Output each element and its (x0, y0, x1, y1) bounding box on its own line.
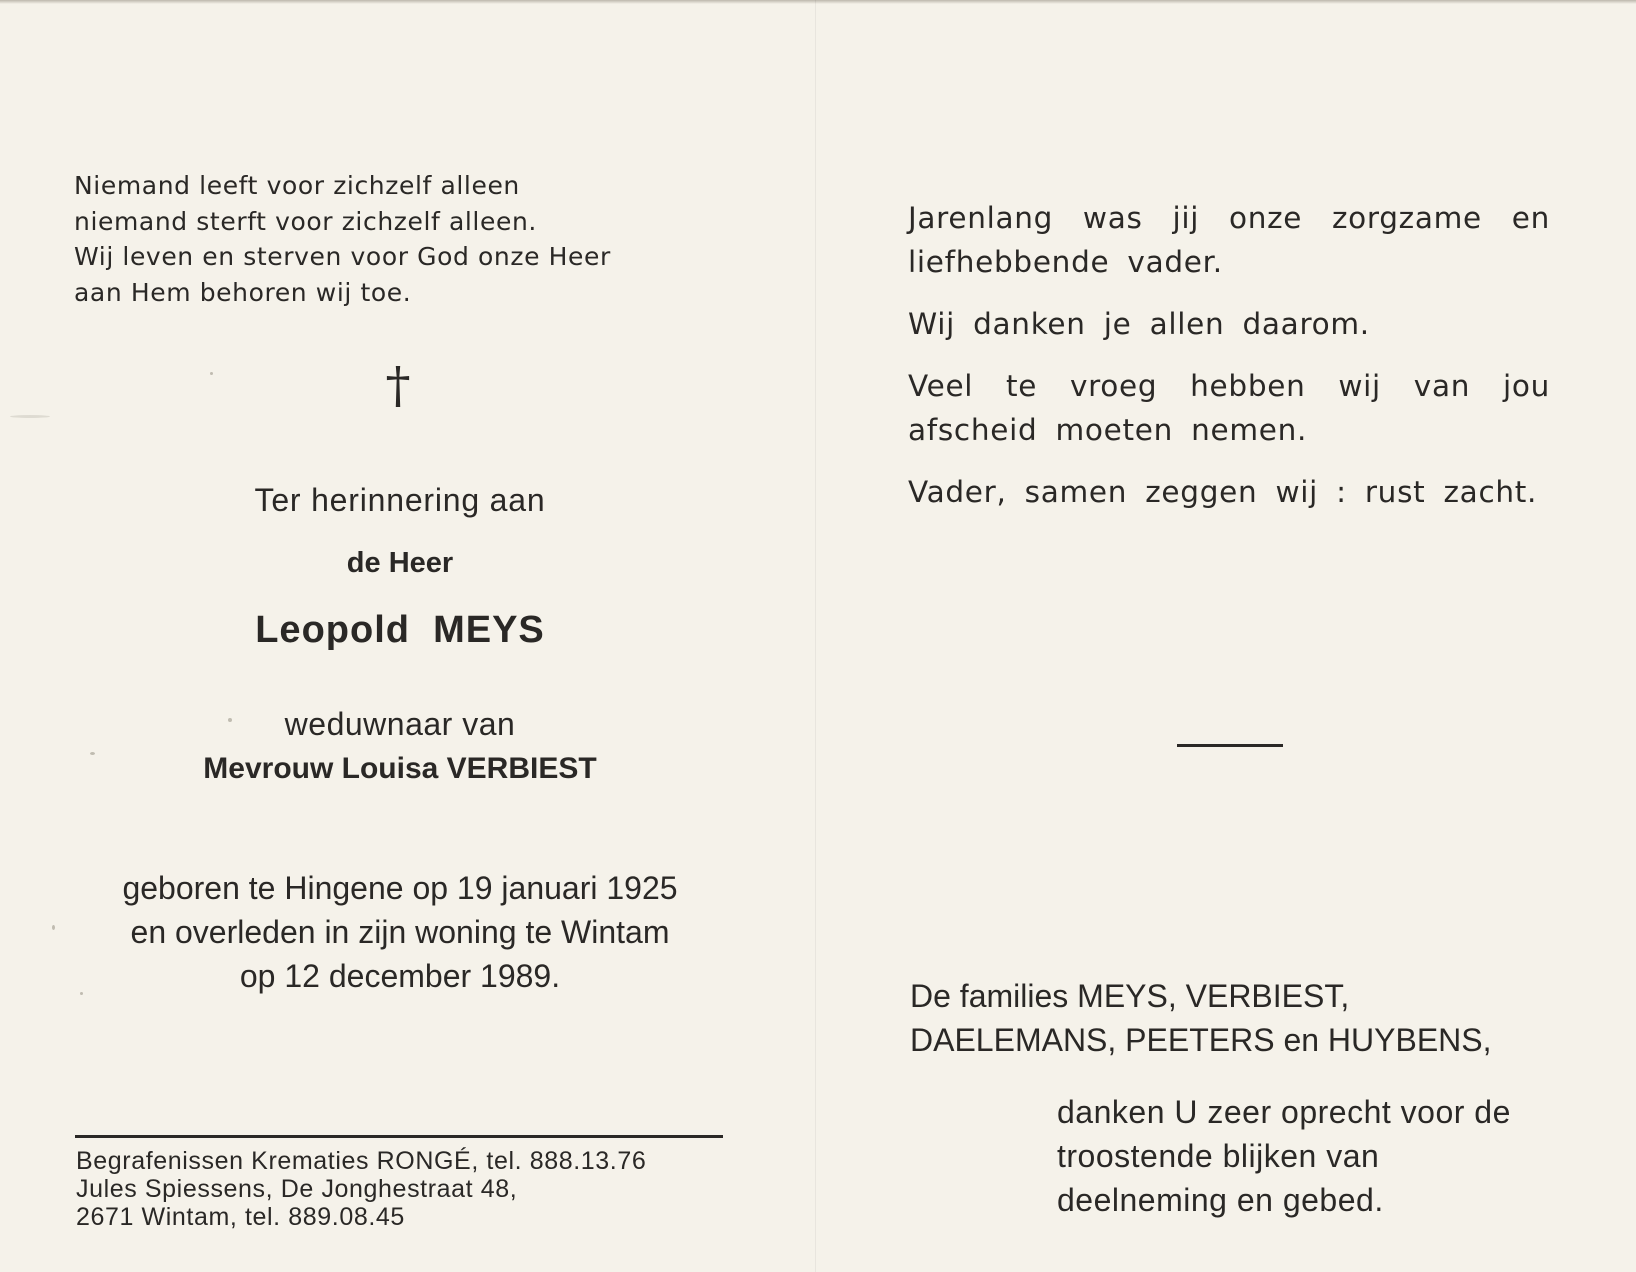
life-dates-line: op 12 december 1989. (239, 958, 561, 994)
tribute-paragraph: Wij danken je allen daarom. (908, 307, 1370, 341)
thanks-line: danken U zeer oprecht voor de (1057, 1094, 1511, 1130)
thanks-line: deelneming en gebed. (1057, 1182, 1384, 1218)
tribute-text (908, 196, 1550, 532)
honorific: de Heer (346, 547, 454, 579)
in-memory-heading: Ter herinnering aan (254, 482, 546, 518)
thanks-line: troostende blijken van (1057, 1138, 1380, 1174)
life-dates (40, 866, 760, 998)
undertaker-line: Jules Spiessens, De Jonghestraat 48, (76, 1175, 518, 1203)
paper-speck (10, 415, 50, 418)
undertaker-line: 2671 Wintam, tel. 889.08.45 (76, 1203, 405, 1231)
poem-line: aan Hem behoren wij toe. (74, 277, 412, 307)
center-divider (1177, 744, 1283, 747)
poem-line: niemand sterft voor zichzelf alleen. (74, 206, 537, 236)
card-fold (815, 0, 816, 1272)
life-dates-line: en overleden in zijn woning te Wintam (130, 914, 670, 950)
undertaker-divider (75, 1135, 723, 1138)
families-line: DAELEMANS, PEETERS en HUYBENS, (910, 1022, 1492, 1058)
thanks-message (1057, 1090, 1511, 1222)
tribute-paragraph: Vader, samen zeggen wij : rust zacht. (908, 475, 1538, 509)
cross-icon: † (385, 356, 411, 414)
paper-top-edge (0, 0, 1636, 4)
tribute-paragraph: Veel te vroeg hebben wij van jou afscheid moeten nemen. (908, 369, 1550, 447)
poem-line: Wij leven en sterven voor God onze Heer (74, 242, 611, 271)
tribute-paragraph: Jarenlang was jij onze zorgzame en liefhebbende vader. (908, 201, 1550, 279)
families-list (910, 974, 1492, 1062)
paper-speck (210, 372, 213, 375)
widower-label: weduwnaar van (284, 706, 516, 742)
undertaker-info (76, 1147, 646, 1231)
life-dates-line: geboren te Hingene op 19 januari 1925 (122, 870, 678, 906)
poem-line: Niemand leeft voor zichzelf alleen (74, 171, 520, 200)
opening-poem (74, 168, 674, 310)
deceased-name: Leopold MEYS (255, 609, 545, 651)
families-line: De families MEYS, VERBIEST, (910, 978, 1350, 1014)
undertaker-line: Begrafenissen Krematies RONGÉ, tel. 888.13.76 (76, 1147, 647, 1175)
spouse-name: Mevrouw Louisa VERBIEST (203, 752, 597, 785)
